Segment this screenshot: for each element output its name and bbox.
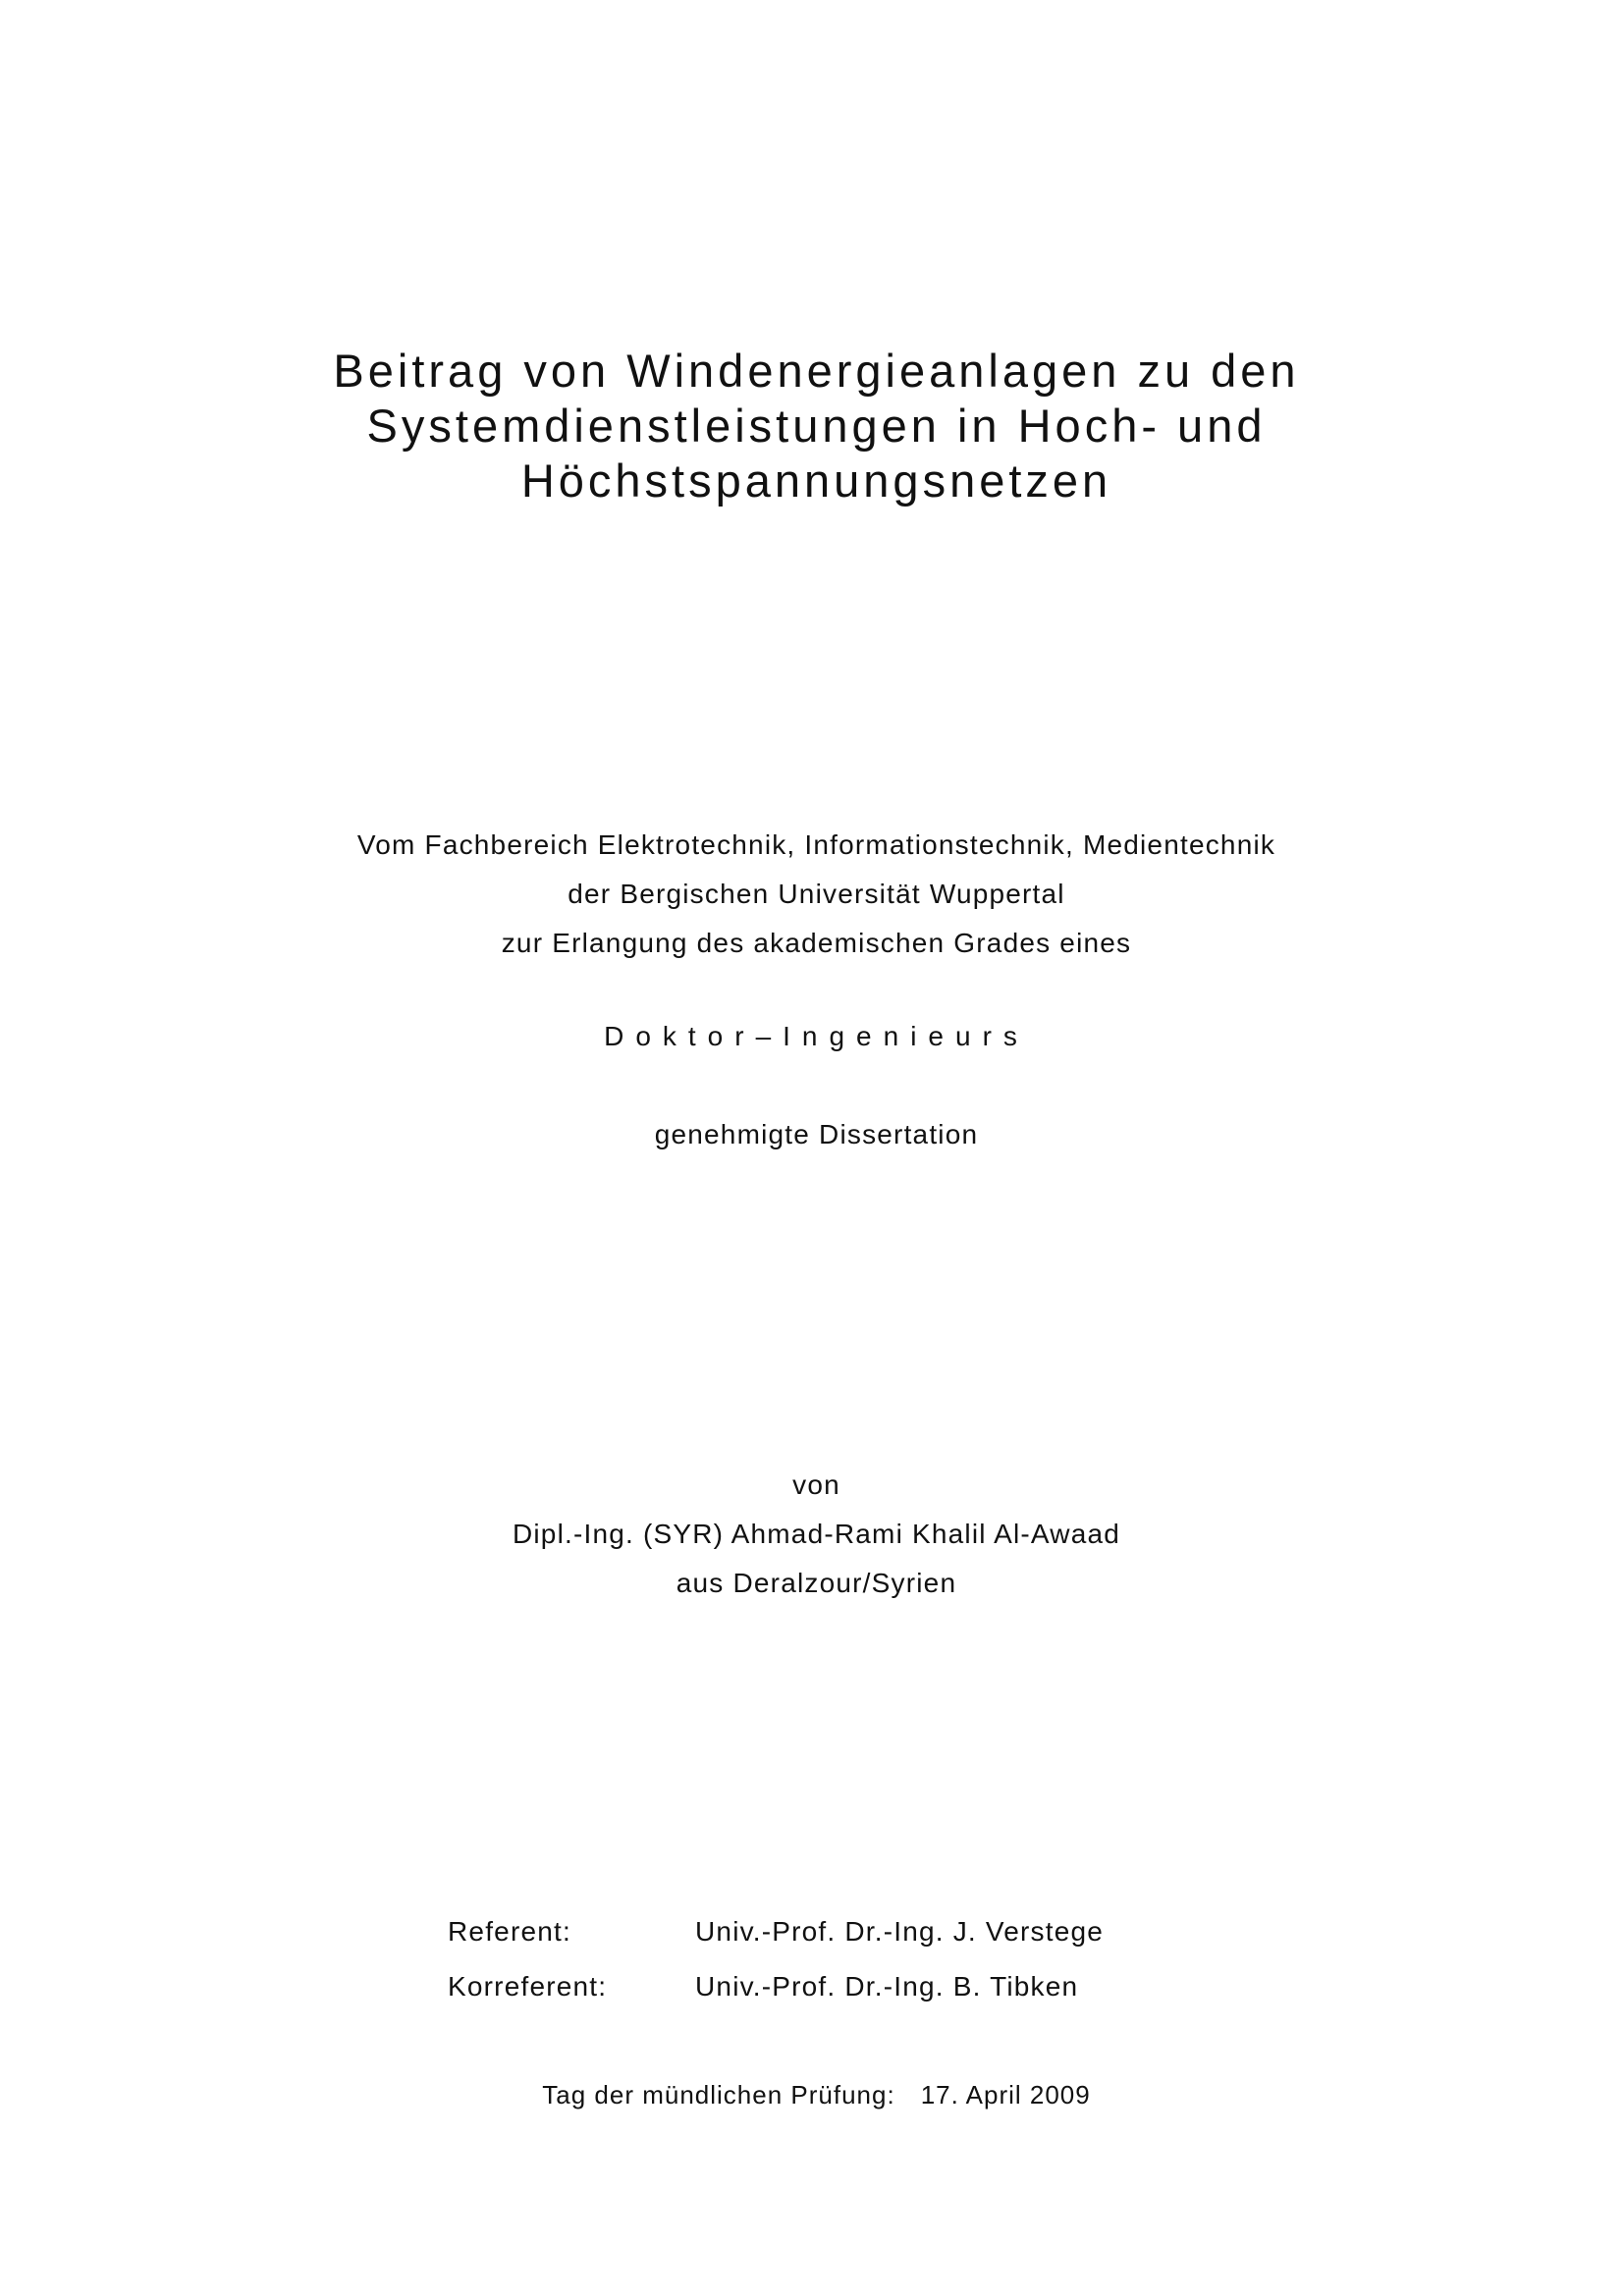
exam-date-value: 17. April 2009 bbox=[920, 2080, 1091, 2109]
degree-title: Doktor–Ingenieurs bbox=[604, 1021, 1029, 1051]
title-line-1: Beitrag von Windenergieanlagen zu den bbox=[333, 345, 1300, 397]
faculty-line-1: Vom Fachbereich Elektrotechnik, Informationstechnik, Medientechnik bbox=[356, 829, 1276, 860]
author-von: von bbox=[792, 1469, 840, 1500]
examiner-role: Referent: bbox=[448, 1916, 571, 1947]
examiner-name: Univ.-Prof. Dr.-Ing. B. Tibken bbox=[695, 1971, 1079, 2002]
author-origin: aus Deralzour/Syrien bbox=[676, 1568, 957, 1598]
title-line-2: Systemdienstleistungen in Hoch- und bbox=[366, 400, 1267, 452]
examiner-role: Korreferent: bbox=[448, 1971, 608, 2002]
faculty-statement bbox=[0, 821, 1623, 968]
dissertation-label: genehmigte Dissertation bbox=[654, 1119, 979, 1149]
examiner-row-referent bbox=[448, 1912, 1104, 1967]
examiner-name: Univ.-Prof. Dr.-Ing. J. Verstege bbox=[695, 1916, 1105, 1947]
title-line-3: Höchstspannungsnetzen bbox=[520, 454, 1112, 507]
dissertation-title bbox=[0, 344, 1623, 508]
examiner-row-korreferent bbox=[448, 1967, 1104, 2022]
faculty-line-2: der Bergischen Universität Wuppertal bbox=[568, 879, 1065, 909]
faculty-line-3: zur Erlangung des akademischen Grades eines bbox=[501, 928, 1132, 958]
examiners-list bbox=[448, 1912, 1104, 2022]
exam-date-label: Tag der mündlichen Prüfung: bbox=[542, 2080, 895, 2109]
exam-date-line bbox=[0, 2075, 1623, 2114]
author-name: Dipl.-Ing. (SYR) Ahmad-Rami Khalil Al-Awaad bbox=[512, 1519, 1121, 1549]
author-block bbox=[0, 1461, 1623, 1608]
